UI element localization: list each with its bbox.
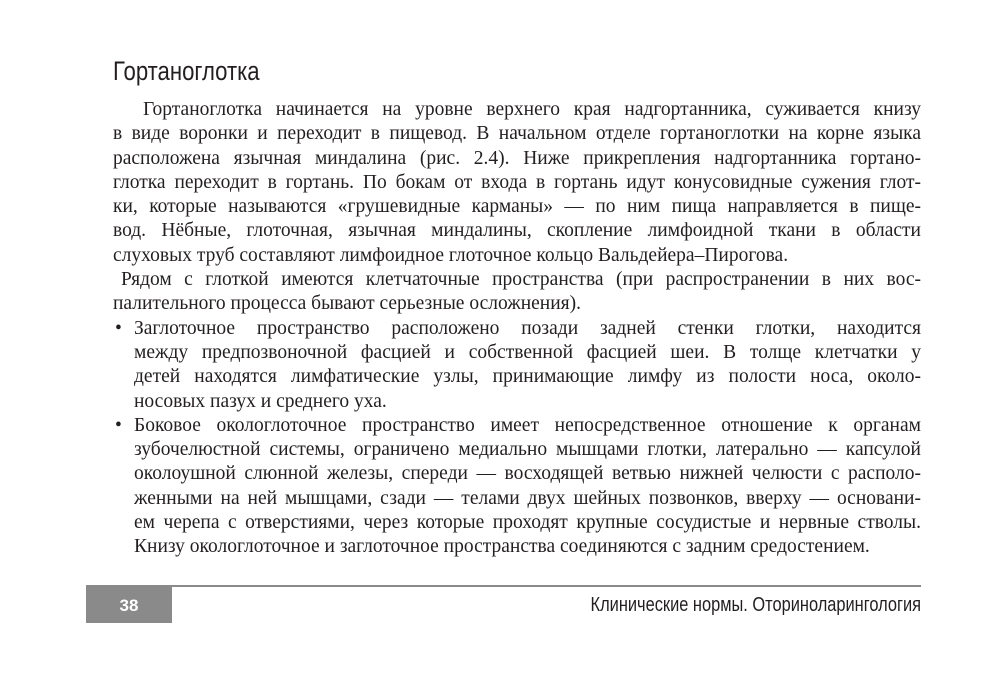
bullet-icon: • (115, 317, 122, 339)
bullet-icon: • (115, 414, 122, 436)
running-title: Клинические нормы. Оториноларингология (590, 594, 921, 616)
text-line: между предпозвоночной фасцией и собственной фасцией шеи. В толще клетчатки у (134, 341, 921, 363)
body-text (113, 98, 921, 560)
paragraph-1 (113, 98, 921, 268)
text-line: ки, которые называются «грушевидные карманы» — по ним пища направляется в пище- (113, 196, 921, 218)
text-line: носовых пазух и среднего уха. (134, 390, 387, 412)
text-line: в виде воронки и переходит в пищевод. В начальном отделе гортаноглотки на корне языка (113, 123, 921, 145)
text-line: палительного процесса бывают серьезные осложнения). (113, 293, 581, 315)
text-line: расположена язычная миндалина (рис. 2.4). Ниже прикрепления надгортанника гортано- (113, 147, 921, 169)
list-item (113, 414, 921, 560)
text-line: детей находятся лимфатические узлы, принимающие лимфу из полости носа, около- (134, 366, 921, 388)
text-line: Боковое окологлоточное пространство имеет непосредственное отношение к органам (134, 414, 921, 436)
text-line: глотка переходит в гортань. По бокам от входа в гортань идут конусовидные сужения глот- (113, 171, 921, 193)
paragraph-2 (113, 268, 921, 317)
page-number: 38 (119, 596, 139, 615)
list-item (113, 317, 921, 414)
text-line: женными на ней мышцами, сзади — телами двух шейных позвонков, вверху — основани- (134, 487, 921, 509)
text-line: зубочелюстной системы, ограничено медиально мышцами глотки, латерально — капсулой (134, 439, 921, 461)
page-title: Гортаноглотка (113, 56, 260, 86)
text-line: слуховых труб составляют лимфоидное глоточное кольцо Вальдейера–Пирогова. (113, 244, 789, 266)
text-line: вод. Нёбные, глоточная, язычная миндалины, скопление лимфоидной ткани в области (113, 220, 921, 242)
footer-divider (86, 585, 921, 587)
text-line: Книзу окологлоточное и заглоточное пространства соединяются с задним средостением. (134, 536, 870, 558)
text-line: Заглоточное пространство расположено позади задней стенки глотки, находится (134, 317, 921, 339)
text-line: ем черепа с отверстиями, через которые проходят крупные сосудистые и нервные стволы. (134, 512, 921, 534)
text-line: Рядом с глоткой имеются клетчаточные пространства (при распространении в них вос- (121, 269, 921, 291)
text-line: околоушной слюнной железы, спереди — восходящей ветвью нижней челюсти с располо- (134, 463, 921, 485)
text-line: Гортаноглотка начинается на уровне верхнего края надгортанника, суживается книзу (143, 99, 921, 120)
